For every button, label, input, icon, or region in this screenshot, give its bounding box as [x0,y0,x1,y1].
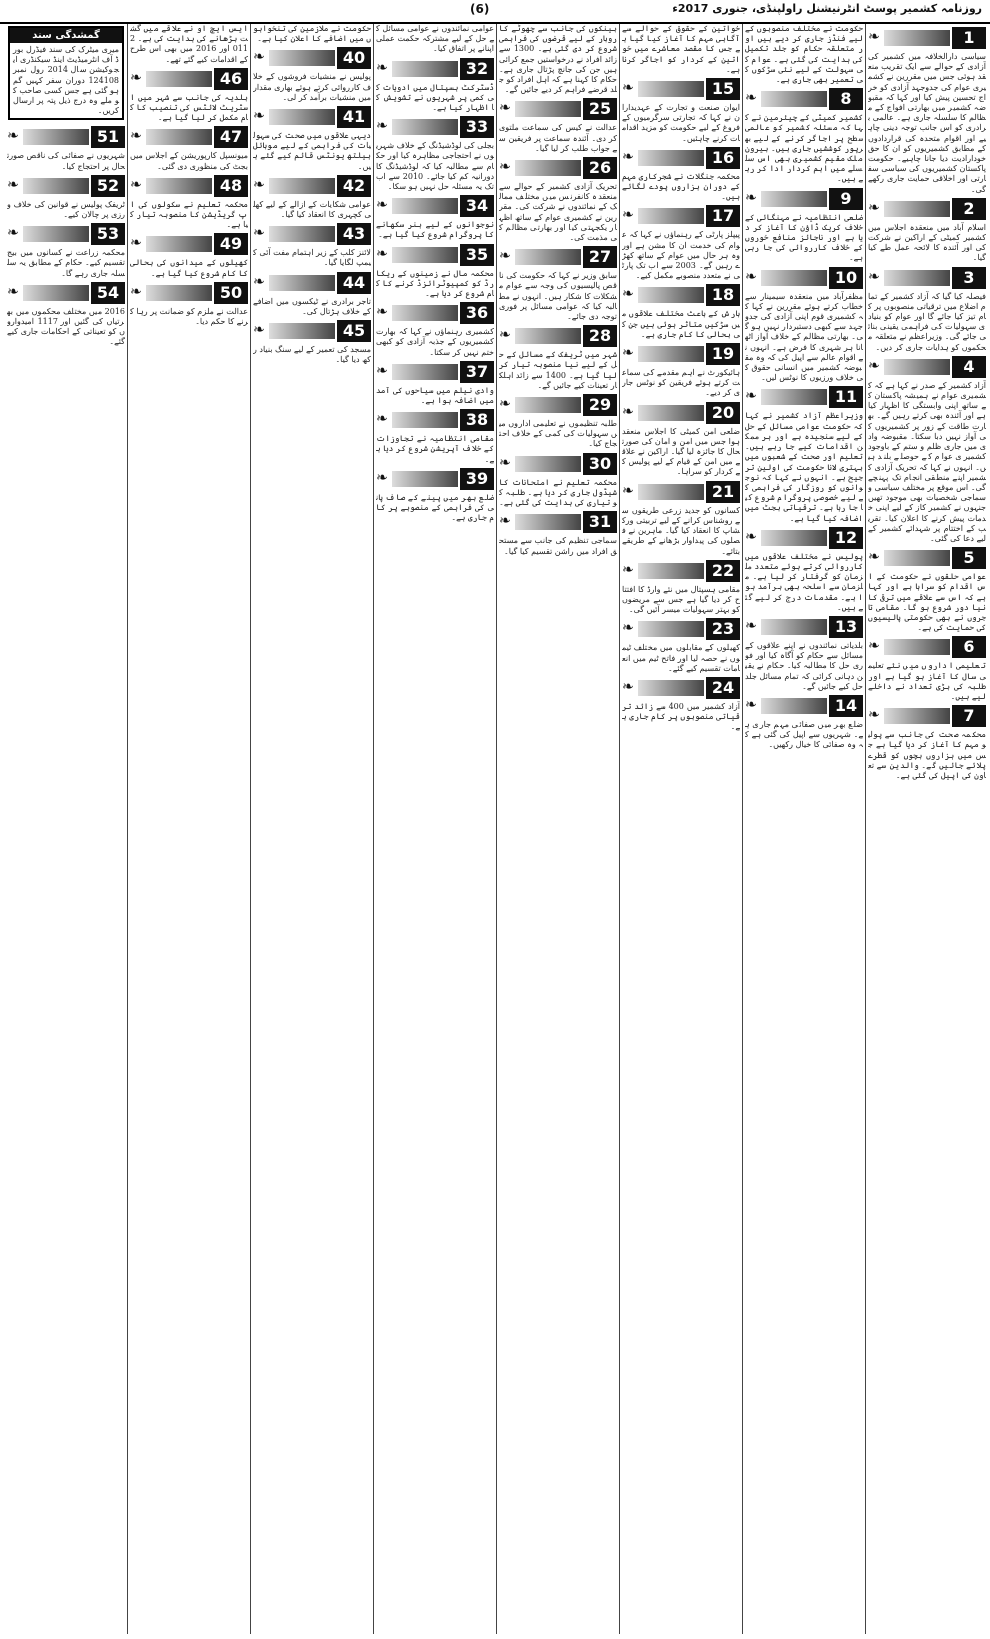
gradient-rule [392,412,458,428]
item-number: 49 [214,233,248,255]
item-number-bar [130,68,248,90]
notice-box [8,26,124,120]
gradient-rule [269,50,335,66]
bird-ornament-icon: ❧ [253,49,265,66]
column-rule [250,24,251,1634]
item-number: 46 [214,68,248,90]
news-text: محکمہ زراعت نے کسانوں میں بیج تقسیم کیے۔ حکام کے مطابق یہ سلسلہ جاری رہے گا۔ [7,248,125,278]
bird-ornament-icon: ❧ [499,513,511,530]
news-text: کھیلوں کے مقابلوں میں مختلف ٹیموں نے حصہ لیا اور فاتح ٹیم میں انعامات تقسیم کیے گئے۔ [622,643,740,673]
news-column [622,24,740,1634]
item-number: 40 [337,47,371,69]
gradient-rule [638,208,704,224]
news-text: شہریوں نے صفائی کی ناقص صورتحال پر احتجاج کیا۔ [7,151,125,171]
item-number: 3 [952,267,986,289]
gradient-rule [884,270,950,286]
gradient-rule [761,530,827,546]
item-number: 47 [214,126,248,148]
bird-ornament-icon: ❧ [130,283,142,300]
item-number-bar [499,246,617,268]
item-number-bar [499,394,617,416]
bird-ornament-icon: ❧ [745,528,757,545]
item-number: 12 [829,527,863,549]
gradient-rule [23,178,89,194]
item-number-bar [622,618,740,640]
item-number-bar [868,27,986,49]
item-number: 44 [337,272,371,294]
gradient-rule [884,359,950,375]
item-number: 1 [952,27,986,49]
item-number: 9 [829,188,863,210]
item-number-bar [376,409,494,431]
bird-ornament-icon: ❧ [253,322,265,339]
item-number: 17 [706,205,740,227]
news-text: اسلام آباد میں منعقدہ اجلاس میں کشمیر کمیٹی کے اراکین نے شرکت کی اور آئندہ کا لائحہ عمل طے کیا گیا۔ [868,222,986,263]
item-number-bar [376,302,494,324]
bird-ornament-icon: ❧ [868,549,880,566]
news-text: بینکوں کی جانب سے چھوٹے کاروبار کے لیے قرضوں کی فراہمی شروع کر دی گئی ہے۔ 1300 سے زائد افراد نے درخواستیں جمع کرائی ہیں جن کی جانچ پڑتال جاری ہے۔ حکام کا کہنا ہے کہ اہل افراد کو جلد قرضے فراہم کر دیے جائیں گے۔ [499,24,617,95]
news-text: کسانوں کو جدید زرعی طریقوں سے روشناس کرانے کے لیے تربیتی ورکشاپ کا انعقاد کیا گیا۔ ماہرین نے فصلوں کی پیداوار بڑھانے کے طریقے بتائے۔ [622,505,740,556]
bird-ornament-icon: ❧ [745,189,757,206]
item-number: 36 [460,302,494,324]
gradient-rule [638,484,704,500]
notice-title: گمشدگی سند [10,28,122,43]
item-number: 20 [706,402,740,424]
item-number-bar [376,58,494,80]
news-text: فیصلہ کیا گیا کہ آزاد کشمیر کے تمام اضلاع میں ترقیاتی منصوبوں پر کام تیز کیا جائے گا اور عوام کو بنیادی سہولیات کی فراہمی یقینی بنائی جائے گی۔ وزیراعظم نے متعلقہ محکموں کو ہدایات جاری کر دیں۔ [868,291,986,352]
bird-ornament-icon: ❧ [7,283,19,300]
item-number-bar [868,547,986,569]
news-text: پولیس نے مختلف علاقوں میں کارروائی کرتے ہوئے متعدد ملزمان کو گرفتار کر لیا ہے۔ ملزمان سے اسلحہ بھی برآمد ہوا ہے۔ مقدمات درج کر لیے گئے ہیں۔ [745,551,863,612]
item-number-bar [253,106,371,128]
news-text: محکمہ صحت کی جانب سے پولیو مہم کا آغاز کر دیا گیا ہے جس میں ہزاروں بچوں کو قطرے پلائے جائیں گے۔ والدین سے تعاون کی اپیل کی گئی ہے۔ [868,730,986,780]
item-number: 11 [829,386,863,408]
item-number: 30 [583,453,617,475]
gradient-rule [269,275,335,291]
news-text: ضلع بھر میں پینے کے صاف پانی کی فراہمی کے منصوبے پر کام جاری ہے۔ [376,492,494,523]
news-text: عوامی شکایات کے ازالے کے لیے کھلی کچہری کا انعقاد کیا گیا۔ [253,199,371,220]
item-number: 34 [460,195,494,217]
column-rule [865,24,866,1634]
item-number: 25 [583,98,617,120]
gradient-rule [638,150,704,166]
bird-ornament-icon: ❧ [499,100,511,117]
item-number: 37 [460,361,494,383]
bird-ornament-icon: ❧ [376,362,388,379]
bird-ornament-icon: ❧ [253,273,265,290]
gradient-rule [392,198,458,214]
item-number: 27 [583,246,617,268]
item-number-bar [868,356,986,378]
item-number: 5 [952,547,986,569]
gradient-rule [146,71,212,87]
item-number-bar [745,188,863,210]
news-column [868,24,986,1634]
item-number-bar [253,175,371,197]
gradient-rule [761,619,827,635]
news-text: وزیراعظم آزاد کشمیر نے کہا کہ حکومت عوامی مسائل کے حل کے لیے سنجیدہ ہے اور ہر ممکن اقدامات کیے جا رہے ہیں۔ تعلیم اور صحت کے شعبوں میں بہتری لانا حکومت کی اولین ترجیح ہے۔ انہوں نے کہا کہ نوجوانوں کو روزگار کی فراہمی کے لیے خصوصی پروگرام شروع کیا جا رہا ہے۔ ترقیاتی بجٹ میں اضافہ کیا گیا ہے۔ [745,411,863,523]
gradient-rule [392,305,458,321]
bird-ornament-icon: ❧ [499,396,511,413]
item-number-bar [622,677,740,699]
item-number-bar [622,205,740,227]
gradient-rule [884,550,950,566]
bird-ornament-icon: ❧ [622,80,634,97]
item-number: 54 [91,282,125,304]
gradient-rule [638,680,704,696]
news-text: پیپلز پارٹی کے رہنماؤں نے کہا کہ عوام کی خدمت ان کا مشن ہے اور وہ ہر حال میں عوام کے ساتھ کھڑے رہیں گے۔ 2003 سے اب تک پارٹی نے متعدد منصوبے مکمل کیے۔ [622,230,740,281]
gradient-rule [392,61,458,77]
item-number: 23 [706,618,740,640]
item-number: 52 [91,175,125,197]
item-number: 42 [337,175,371,197]
bird-ornament-icon: ❧ [253,176,265,193]
bird-ornament-icon: ❧ [7,225,19,242]
gradient-rule [638,563,704,579]
gradient-rule [515,514,581,530]
news-text: لائنز کلب کے زیر اہتمام مفت آئی کیمپ لگایا گیا۔ [253,248,371,268]
news-text: عدالت نے ملزم کو ضمانت پر رہا کرنے کا حکم دیا۔ [130,306,248,327]
gradient-rule [146,178,212,194]
item-number: 32 [460,58,494,80]
item-number-bar [868,636,986,658]
item-number-bar [868,267,986,289]
page-number: (6) [470,2,490,16]
news-text: آزاد کشمیر میں 400 سے زائد ترقیاتی منصوبوں پر کام جاری ہے۔ [622,701,740,732]
item-number: 2 [952,198,986,220]
gradient-rule [638,287,704,303]
item-number: 39 [460,468,494,490]
bird-ornament-icon: ❧ [868,357,880,374]
item-number: 41 [337,106,371,128]
item-number: 6 [952,636,986,658]
item-number: 14 [829,695,863,717]
news-text: ٹریفک پولیس نے قوانین کی خلاف ورزی پر چالان کیے۔ [7,199,125,220]
news-text: کشمیر کمیٹی کے چیئرمین نے کہا کہ مسئلہ کشمیر کو عالمی سطح پر اجاگر کرنے کے لیے بھرپور کوششیں جاری ہیں۔ بیرون ملک مقیم کشمیری بھی اس سلسلے میں اہم کردار ادا کر رہے ہیں۔ [745,113,863,184]
gradient-rule [146,129,212,145]
news-text: عدالت نے کیس کی سماعت ملتوی کر دی۔ آئندہ سماعت پر فریقین سے جواب طلب کر لیا گیا۔ [499,123,617,153]
news-text: 2016 میں مختلف محکموں میں بھرتیاں کی گئیں اور 1117 امیدواروں کو تعیناتی کے احکامات جاری کیے گئے۔ [7,306,125,347]
item-number-bar [868,198,986,220]
news-text: ایوان صنعت و تجارت کے عہدیداران نے کہا کہ تجارتی سرگرمیوں کے فروغ کے لیے حکومت کو مزید اقدامات کرنے چاہئیں۔ [622,103,740,143]
bird-ornament-icon: ❧ [868,707,880,724]
item-number-bar [376,116,494,138]
gradient-rule [515,249,581,265]
news-text: میونسپل کارپوریشن کے اجلاس میں بجٹ کی منظوری دی گئی۔ [130,151,248,171]
bird-ornament-icon: ❧ [499,327,511,344]
item-number-bar [622,402,740,424]
item-number-bar [622,147,740,169]
item-number-bar [7,126,125,148]
bird-ornament-icon: ❧ [130,235,142,252]
news-column [253,24,371,1634]
news-text: دیہی علاقوں میں صحت کی سہولیات کی فراہمی کے لیے موبائل ہیلتھ یونٹس قائم کیے گئے ہیں۔ [253,131,371,171]
news-text: تحریک آزادی کشمیر کے حوالے سے منعقدہ کانفرنس میں مختلف ممالک کے نمائندوں نے شرکت کی۔ مقررین نے کشمیری عوام کے ساتھ اظہار یکجہتی کیا اور بھارتی مظالم کی مذمت کی۔ [499,182,617,243]
news-column [130,24,248,1634]
notice-body: میری میٹرک کی سند فیڈرل بورڈ آف انٹرمیڈیٹ اینڈ سیکنڈری ایجوکیشن سال 2014 رول نمبر 124108 دوران سفر کہیں گم ہو گئی ہے جس کسی صاحب کو ملے وہ درج ذیل پتہ پر ارسال کریں۔ [13,45,119,116]
bird-ornament-icon: ❧ [622,678,634,695]
item-number-bar [499,157,617,179]
news-text: ضلع بھر میں صفائی مہم جاری ہے۔ شہریوں سے اپیل کی گئی ہے کہ وہ صفائی کا خیال رکھیں۔ [745,719,863,750]
gradient-rule [146,285,212,301]
page-header [0,0,990,24]
news-text: مقامی ہسپتال میں نئے وارڈ کا افتتاح کر دیا گیا ہے جس سے مریضوں کو بہتر سہولیات میسر آئیں گی۔ [622,584,740,615]
item-number-bar [745,88,863,110]
bird-ornament-icon: ❧ [745,268,757,285]
news-text: حکومت نے مختلف منصوبوں کے لیے فنڈز جاری کر دیے ہیں اور متعلقہ حکام کو جلد تکمیل کی ہدایت کی گئی ہے۔ عوام کی سہولت کے لیے نئی سڑکوں کی تعمیر بھی جاری ہے۔ [745,24,863,85]
gradient-rule [515,328,581,344]
gradient-rule [515,397,581,413]
item-number-bar [376,244,494,266]
item-number-bar [376,195,494,217]
bird-ornament-icon: ❧ [868,199,880,216]
item-number: 10 [829,267,863,289]
news-text: بلدیاتی نمائندوں نے اپنے علاقوں کے مسائل سے حکام کو آگاہ کیا اور فوری حل کا مطالبہ کیا۔ حکام نے یقین دہانی کرائی کہ تمام مسائل جلد حل کیے جائیں گے۔ [745,640,863,691]
news-text: آزاد کشمیر کے صدر نے کہا ہے کہ کشمیری عوام نے ہمیشہ پاکستان کے ساتھ اپنی وابستگی کا اظہار کیا ہے اور آئندہ بھی کرتے رہیں گے۔ بھارت طاقت کے زور پر کشمیریوں کی آواز نہیں دبا سکتا۔ مقبوضہ وادی میں جاری ظلم و ستم کے باوجود کشمیری عوام کے حوصلے بلند ہیں۔ انہوں نے کہا کہ تحریک آزادی کشمیر اپنے منطقی انجام تک پہنچے گی۔ اس موقع پر مختلف سیاسی و سماجی شخصیات بھی موجود تھیں جنہوں نے کشمیر کاز کے لیے اپنی خدمات پیش کرنے کا اعلان کیا۔ تقریب کے اختتام پر شہدائے کشمیر کے لیے دعا کی گئی۔ [868,380,986,543]
news-text: محکمہ جنگلات نے شجرکاری مہم کے دوران ہزاروں پودے لگائے ہیں۔ [622,171,740,202]
gradient-rule [515,456,581,472]
item-number: 24 [706,677,740,699]
gradient-rule [638,621,704,637]
item-number-bar [499,98,617,120]
news-text: سماجی تنظیم کی جانب سے مستحق افراد میں راشن تقسیم کیا گیا۔ [499,536,617,556]
item-number-bar [745,386,863,408]
bird-ornament-icon: ❧ [499,159,511,176]
item-number-bar [253,272,371,294]
column-rule [127,24,128,1634]
item-number: 21 [706,481,740,503]
bird-ornament-icon: ❧ [622,148,634,165]
item-number-bar [622,78,740,100]
news-text: محکمہ تعلیم نے امتحانات کا شیڈول جاری کر دیا ہے۔ طلبہ کو تیاری کی ہدایت کی گئی ہے۔ [499,477,617,508]
bird-ornament-icon: ❧ [376,469,388,486]
bird-ornament-icon: ❧ [868,638,880,655]
bird-ornament-icon: ❧ [622,620,634,637]
gradient-rule [269,178,335,194]
news-text: مظفرآباد میں منعقدہ سیمینار سے خطاب کرتے ہوئے مقررین نے کہا کہ کشمیری قوم اپنی آزادی کی جدوجہد سے کبھی دستبردار نہیں ہو گی۔ بھارتی مظالم کے خلاف آواز اٹھانا ہر شہری کا فرض ہے۔ انہوں نے اقوام عالم سے اپیل کی کہ وہ مقبوضہ کشمیر میں انسانی حقوق کی خلاف ورزیوں کا نوٹس لیں۔ [745,291,863,383]
gradient-rule [23,129,89,145]
news-text: سابق وزیر نے کہا کہ حکومت کی ناقص پالیسیوں کی وجہ سے عوام مشکلات کا شکار ہیں۔ انہوں نے مطالبہ کیا کہ عوامی مسائل پر فوری توجہ دی جائے۔ [499,271,617,322]
bird-ornament-icon: ❧ [745,90,757,107]
column-rule [496,24,497,1634]
item-number-bar [622,481,740,503]
item-number-bar [130,233,248,255]
item-number-bar [622,343,740,365]
news-text: تعلیمی اداروں میں نئے تعلیمی سال کا آغاز ہو گیا ہے اور طلبہ کی بڑی تعداد نے داخلے لیے ہیں۔ [868,661,986,701]
bird-ornament-icon: ❧ [7,176,19,193]
item-number: 43 [337,223,371,245]
bird-ornament-icon: ❧ [499,454,511,471]
news-text: پولیس نے منشیات فروشوں کے خلاف کارروائی کرتے ہوئے بھاری مقدار میں منشیات برآمد کر لی۔ [253,72,371,102]
news-text: بجلی کی لوڈشیڈنگ کے خلاف شہریوں نے احتجاجی مظاہرہ کیا اور حکام سے مطالبہ کیا کہ لوڈشیڈنگ کا دورانیہ کم کیا جائے۔ 2010 سے اب تک یہ مسئلہ حل نہیں ہو سکا۔ [376,141,494,192]
gradient-rule [392,119,458,135]
bird-ornament-icon: ❧ [745,696,757,713]
news-text: ضلعی امن کمیٹی کا اجلاس منعقد ہوا جس میں امن و امان کی صورتحال کا جائزہ لیا گیا۔ اراکین نے علاقے میں امن کے قیام کے لیے پولیس کے کردار کو سراہا۔ [622,426,740,477]
item-number-bar [253,47,371,69]
news-text: مقامی انتظامیہ نے تجاوزات کے خلاف آپریشن شروع کر دیا ہے۔ [376,434,494,464]
column-rule [619,24,620,1634]
bird-ornament-icon: ❧ [130,69,142,86]
gradient-rule [269,109,335,125]
item-number-bar [499,325,617,347]
item-number: 15 [706,78,740,100]
gradient-rule [761,191,827,207]
bird-ornament-icon: ❧ [376,118,388,135]
news-text: ضلعی انتظامیہ نے مہنگائی کے خلاف کریک ڈاؤن کا آغاز کر دیا ہے اور ناجائز منافع خوروں کے خلاف کارروائی کی جا رہی ہے۔ [745,212,863,263]
news-text: ایس ایچ او نے علاقے میں گشت بڑھانے کی ہدایت کی ہے۔ 2011 اور 2016 میں بھی اس طرح کے اقدامات کیے گئے تھے۔ [130,24,248,64]
gradient-rule [269,226,335,242]
gradient-rule [761,91,827,107]
bird-ornament-icon: ❧ [253,108,265,125]
bird-ornament-icon: ❧ [376,197,388,214]
bird-ornament-icon: ❧ [622,345,634,362]
news-text: تاجر برادری نے ٹیکسوں میں اضافے کے خلاف ہڑتال کی۔ [253,296,371,316]
bird-ornament-icon: ❧ [376,411,388,428]
gradient-rule [884,201,950,217]
gradient-rule [761,389,827,405]
item-number: 8 [829,88,863,110]
item-number-bar [253,223,371,245]
item-number: 35 [460,244,494,266]
bird-ornament-icon: ❧ [622,482,634,499]
item-number: 26 [583,157,617,179]
item-number-bar [868,705,986,727]
item-number: 38 [460,409,494,431]
item-number: 28 [583,325,617,347]
bird-ornament-icon: ❧ [7,128,19,145]
item-number: 33 [460,116,494,138]
news-text: وادی نیلم میں سیاحوں کی آمد میں اضافہ ہوا ہے۔ [376,385,494,406]
item-number-bar [376,468,494,490]
item-number-bar [7,223,125,245]
gradient-rule [515,160,581,176]
item-number-bar [622,560,740,582]
item-number: 48 [214,175,248,197]
item-number-bar [499,511,617,533]
item-number-bar [253,320,371,342]
item-number-bar [130,126,248,148]
bird-ornament-icon: ❧ [253,225,265,242]
item-number-bar [130,175,248,197]
news-text: ڈسٹرکٹ ہسپتال میں ادویات کی کمی پر شہریوں نے تشویش کا اظہار کیا ہے۔ [376,82,494,113]
item-number-bar [745,267,863,289]
item-number-bar [130,282,248,304]
item-number-bar [622,284,740,306]
bird-ornament-icon: ❧ [622,403,634,420]
bird-ornament-icon: ❧ [376,245,388,262]
item-number-bar [376,361,494,383]
news-text: سیاسی دارالخلافہ میں کشمیر کی آزادی کے حوالے سے ایک تقریب منعقد ہوئی جس میں مقررین نے کشمیری عوام کی جدوجہد آزادی کو خراج تحسین پیش کیا اور کہا کہ مقبوضہ کشمیر میں بھارتی افواج کے مظالم کا سلسلہ جاری ہے۔ عالمی برادری کو اس جانب توجہ دینی چاہیے اور اقوام متحدہ کی قراردادوں کے مطابق کشمیریوں کو ان کا حق خودارادیت دیا جانا چاہیے۔ حکومت پاکستان کشمیریوں کی سیاسی سفارتی اور اخلاقی حمایت جاری رکھے گی۔ [868,52,986,194]
news-text: ہائیکورٹ نے اہم مقدمے کی سماعت کرتے ہوئے فریقین کو نوٹس جاری کر دیے۔ [622,368,740,398]
bird-ornament-icon: ❧ [745,617,757,634]
news-text: حکومت نے ملازمین کی تنخواہوں میں اضافے کا اعلان کیا ہے۔ [253,24,371,44]
gradient-rule [761,698,827,714]
gradient-rule [146,236,212,252]
news-text: بارش کے باعث مختلف علاقوں میں سڑکیں متاثر ہوئی ہیں جن کی بحالی کا کام جاری ہے۔ [622,309,740,339]
gradient-rule [884,639,950,655]
gradient-rule [392,247,458,263]
item-number: 16 [706,147,740,169]
bird-ornament-icon: ❧ [130,176,142,193]
bird-ornament-icon: ❧ [499,248,511,265]
news-text: شہر میں ٹریفک کے مسائل کے حل کے لیے نیا منصوبہ تیار کر لیا گیا ہے۔ 1400 سے زائد اہلکار تعینات کیے جائیں گے۔ [499,350,617,390]
news-column [745,24,863,1634]
news-text: کشمیری رہنماؤں نے کہا کہ بھارت کشمیریوں کے جذبہ آزادی کو کبھی ختم نہیں کر سکتا۔ [376,327,494,357]
news-text: عوامی حلقوں نے حکومت کے اس اقدام کو سراہا ہے اور کہا ہے کہ اس سے علاقے میں ترقی کا نیا دور شروع ہو گا۔ مقامی تاجروں نے بھی حکومتی پالیسیوں کی حمایت کی ہے۔ [868,572,986,633]
bird-ornament-icon: ❧ [622,286,634,303]
news-text: محکمہ مال نے زمینوں کے ریکارڈ کو کمپیوٹرائزڈ کرنے کا کام شروع کر دیا ہے۔ [376,268,494,299]
item-number: 7 [952,705,986,727]
item-number: 19 [706,343,740,365]
bird-ornament-icon: ❧ [376,59,388,76]
news-text: مسجد کی تعمیر کے لیے سنگ بنیاد رکھ دیا گیا۔ [253,345,371,365]
news-column [376,24,494,1634]
item-number-bar [745,527,863,549]
gradient-rule [884,30,950,46]
gradient-rule [638,405,704,421]
bird-ornament-icon: ❧ [745,388,757,405]
gradient-rule [638,81,704,97]
item-number-bar [745,695,863,717]
item-number: 18 [706,284,740,306]
news-text: کھیلوں کے میدانوں کی بحالی کا کام شروع کیا گیا ہے۔ [130,258,248,278]
news-text: نوجوانوں کے لیے ہنر سکھانے کا پروگرام شروع کیا گیا ہے۔ [376,220,494,240]
news-column [499,24,617,1634]
gradient-rule [761,270,827,286]
bird-ornament-icon: ❧ [622,207,634,224]
gradient-rule [23,285,89,301]
news-text: محکمہ تعلیم نے سکولوں کی اپ گریڈیشن کا منصوبہ تیار کیا ہے۔ [130,199,248,230]
item-number-bar [7,175,125,197]
bird-ornament-icon: ❧ [868,268,880,285]
column-rule [373,24,374,1634]
gradient-rule [23,226,89,242]
item-number: 31 [583,511,617,533]
item-number: 51 [91,126,125,148]
bird-ornament-icon: ❧ [622,561,634,578]
item-number-bar [7,282,125,304]
gradient-rule [638,346,704,362]
gradient-rule [269,323,335,339]
item-number: 50 [214,282,248,304]
item-number: 13 [829,616,863,638]
news-text: طلبہ تنظیموں نے تعلیمی اداروں میں سہولیات کی کمی کے خلاف احتجاج کیا۔ [499,419,617,449]
item-number: 4 [952,356,986,378]
item-number-bar [499,453,617,475]
bird-ornament-icon: ❧ [376,304,388,321]
news-text: خواتین کے حقوق کے حوالے سے آگاہی مہم کا آغاز کیا گیا ہے جس کا مقصد معاشرے میں خواتین کے کردار کو اجاگر کرنا ہے۔ [622,24,740,74]
column-rule [742,24,743,1634]
item-number: 22 [706,560,740,582]
gradient-rule [515,101,581,117]
gradient-rule [392,364,458,380]
news-text: بلدیہ کی جانب سے شہر میں اسٹریٹ لائٹس کی تنصیب کا کام مکمل کر لیا گیا ہے۔ [130,92,248,123]
gradient-rule [392,471,458,487]
item-number: 45 [337,320,371,342]
bird-ornament-icon: ❧ [130,128,142,145]
news-column [7,24,125,1634]
news-text: عوامی نمائندوں نے عوامی مسائل کے حل کے لیے مشترکہ حکمت عملی اپنانے پر اتفاق کیا۔ [376,24,494,54]
bird-ornament-icon: ❧ [868,29,880,45]
issue-line: روزنامہ کشمیر پوسٹ انٹرنیشنل راولپنڈی، جنوری 2017ء [672,2,982,15]
item-number: 53 [91,223,125,245]
item-number-bar [745,616,863,638]
item-number: 29 [583,394,617,416]
gradient-rule [884,708,950,724]
